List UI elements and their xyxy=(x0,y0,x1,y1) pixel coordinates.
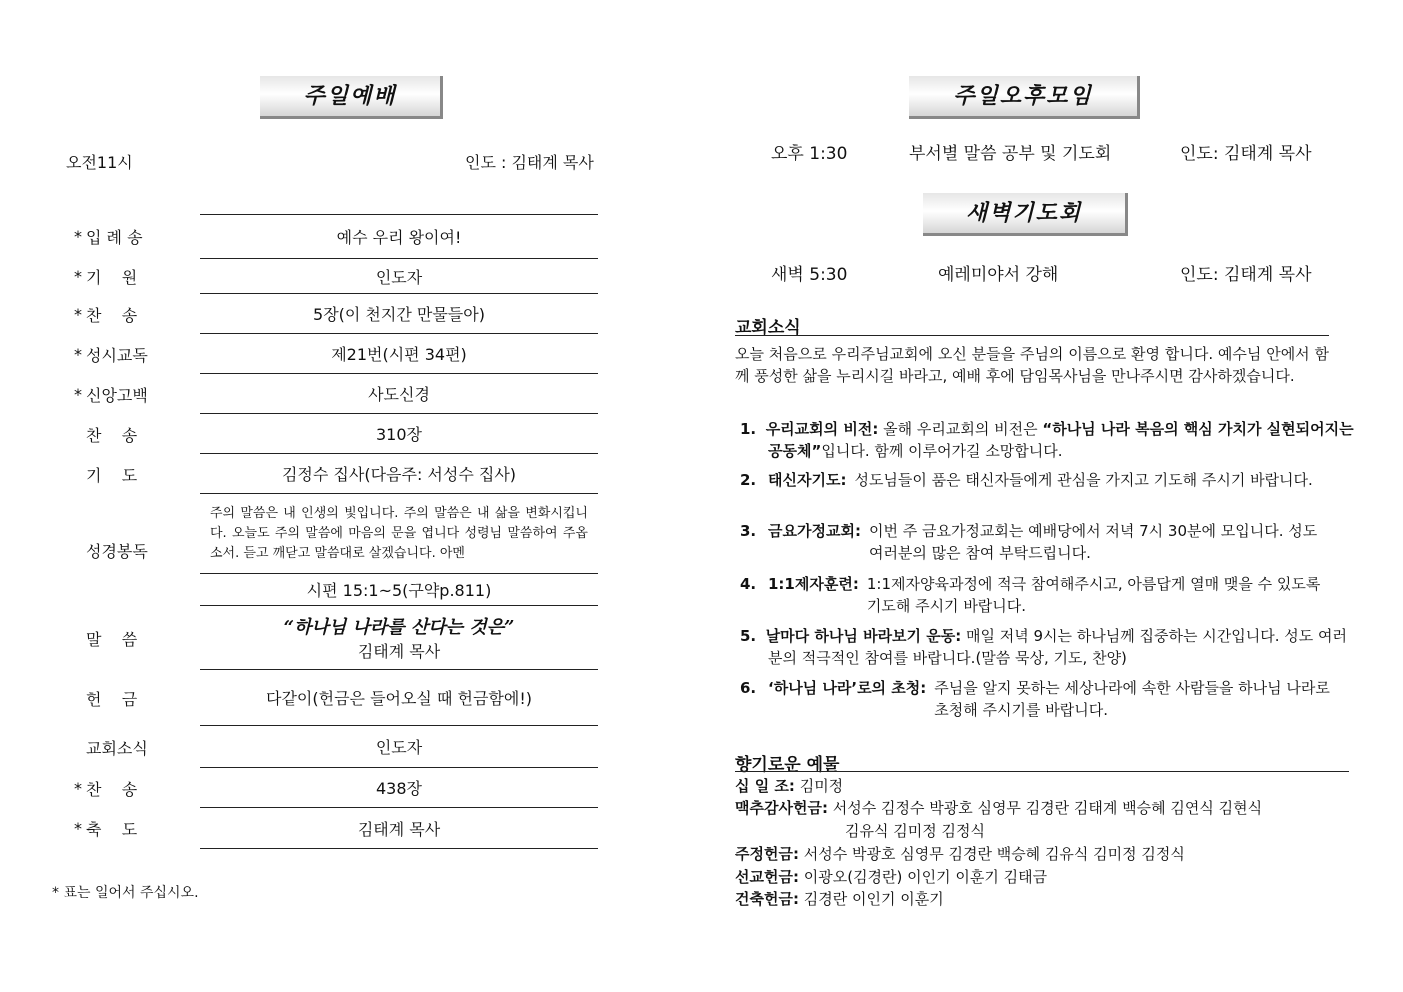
order-value: 제21번(시편 34편) xyxy=(200,334,598,374)
order-label: 성시교독 xyxy=(86,345,148,365)
news-intro: 오늘 처음으로 우리주님교회에 오신 분들을 주님의 이름으로 환영 합니다. 예수님 안에서 함께 풍성한 삶을 누리시길 바라고, 예배 후에 담임목사님을 만나주시면 감사하겠습니다. xyxy=(735,345,1329,385)
news-item: 5. 날마다 하나님 바라보기 운동: 매일 저녁 9시는 하나님께 집중하는 시간입니다. 성도 여러분의 적극적인 참여를 바랍니다.(말씀 묵상, 기도, 찬양) xyxy=(740,627,1347,667)
news-item: 1. 우리교회의 비전: 올해 우리교회의 비전은 “하나님 나라 복음의 핵심 가치가 실현되어지는 공동체”입니다. 함께 이루어가길 소망합니다. xyxy=(740,420,1354,460)
order-label: 축 도 xyxy=(86,820,138,839)
scripture-passage: 시편 15:1~5(구약p.811) xyxy=(200,574,598,606)
order-label: 입 례 송 xyxy=(86,228,143,247)
news-item: 4. 1:1제자훈련: 1:1제자양육과정에 적극 참여해주시고, 아름답게 열매 맺을 수 있도록 기도해 주시기 바랍니다. xyxy=(740,575,1321,615)
order-value: 인도자 xyxy=(200,259,598,294)
sermon-title: “하나님 나라를 산다는 것은” xyxy=(283,617,515,638)
dawn-leader: 인도: 김태계 목사 xyxy=(1180,265,1312,285)
order-label: 찬 송 xyxy=(86,305,138,325)
order-label: 기 원 xyxy=(86,268,138,287)
scripture-row xyxy=(60,494,600,606)
dawn-time: 새벽 5:30 xyxy=(771,265,848,285)
worship-title: 주일예배 xyxy=(260,76,443,119)
order-label: 기 도 xyxy=(86,465,138,485)
offering-row: 선교헌금: 이광오(김경란) 이인기 이훈기 김태금 xyxy=(735,868,1048,886)
order-label: 찬 송 xyxy=(86,425,138,445)
order-value: 예수 우리 왕이여! xyxy=(200,214,598,259)
scripture-label: 성경봉독 xyxy=(86,541,148,561)
order-value: 사도신경 xyxy=(200,374,598,414)
order-label: 헌 금 xyxy=(86,689,138,709)
order-value: 김태계 목사 xyxy=(200,808,598,849)
dawn-title: 새벽기도회 xyxy=(923,193,1128,236)
order-label: 신앙고백 xyxy=(86,385,148,405)
dawn-desc: 예레미야서 강해 xyxy=(938,265,1059,285)
order-row xyxy=(60,454,600,494)
offering-row: 맥추감사헌금: 서성수 김정수 박광호 심영무 김경란 김태계 백승혜 김연식 김현식 xyxy=(735,799,1263,817)
sermon-preacher: 김태계 목사 xyxy=(357,642,441,661)
order-label: 찬 송 xyxy=(86,779,138,799)
news-rule xyxy=(735,335,1329,336)
standing-note: * 표는 일어서 주십시오. xyxy=(52,885,199,901)
worship-order xyxy=(60,214,600,849)
offerings-rule xyxy=(735,771,1349,772)
worship-leader: 인도 : 김태계 목사 xyxy=(465,153,594,172)
order-value: 김정수 집사(다음주: 서성수 집사) xyxy=(200,454,598,494)
afternoon-desc: 부서별 말씀 공부 및 기도회 xyxy=(909,144,1112,164)
order-label: 교회소식 xyxy=(86,738,148,758)
order-value: 다같이(헌금은 들어오실 때 헌금함에!) xyxy=(200,670,598,726)
order-row xyxy=(60,414,600,454)
news-item: 2. 태신자기도: 성도님들이 품은 태신자들에게 관심을 가지고 기도해 주시기 바랍니다. xyxy=(740,471,1313,489)
offering-row: 주정헌금: 서성수 박광호 심영무 김경란 백승혜 김유식 김미정 김정식 xyxy=(735,845,1185,863)
news-heading: 교회소식 xyxy=(735,318,801,338)
order-row: * 입 례 송 예수 우리 왕이여! xyxy=(60,214,600,259)
order-row: * 찬 송 438장 xyxy=(60,768,600,808)
sermon-label: 말 씀 xyxy=(86,629,138,649)
order-value: 인도자 xyxy=(200,726,598,768)
order-row xyxy=(60,726,600,768)
order-row: * 기 원 인도자 xyxy=(60,259,600,294)
order-row: * 축 도 김태계 목사 xyxy=(60,808,600,849)
news-item: 3. 금요가정교회: 이번 주 금요가정교회는 예배당에서 저녁 7시 30분에 모입니다. 성도 여러분의 많은 참여 부탁드립니다. xyxy=(740,522,1318,562)
order-row xyxy=(60,670,600,726)
scripture-prayer: 주의 말씀은 내 인생의 빛입니다. 주의 말씀은 내 삶을 변화시킵니다. 오늘도 주의 말씀에 마음의 문을 엽니다 성령님 말씀하여 주옵소서. 듣고 깨닫고 말씀대로 살겠습니다. 아멘 xyxy=(200,494,598,574)
order-value: 438장 xyxy=(200,768,598,808)
afternoon-leader: 인도: 김태계 목사 xyxy=(1180,144,1312,164)
order-row: * 찬 송 5장(이 천지간 만물들아) xyxy=(60,294,600,334)
afternoon-title: 주일오후모임 xyxy=(909,76,1140,119)
order-value: 310장 xyxy=(200,414,598,454)
news-item: 6. ‘하나님 나라’로의 초청: 주님을 알지 못하는 세상나라에 속한 사람들을 하나님 나라로 초청해 주시기를 바랍니다. xyxy=(740,679,1330,719)
offering-row: 건축헌금: 김경란 이인기 이훈기 xyxy=(735,890,944,908)
offering-row: 십 일 조: 김미정 xyxy=(735,777,844,795)
offerings-heading: 향기로운 예물 xyxy=(735,755,840,775)
order-row: * 신앙고백 사도신경 xyxy=(60,374,600,414)
offering-row-cont: 김유식 김미정 김정식 xyxy=(845,822,985,840)
order-value: 5장(이 천지간 만물들아) xyxy=(200,294,598,334)
sermon-row xyxy=(60,606,600,670)
order-row: * 성시교독 제21번(시편 34편) xyxy=(60,334,600,374)
worship-time: 오전11시 xyxy=(66,153,133,172)
afternoon-time: 오후 1:30 xyxy=(771,144,848,164)
